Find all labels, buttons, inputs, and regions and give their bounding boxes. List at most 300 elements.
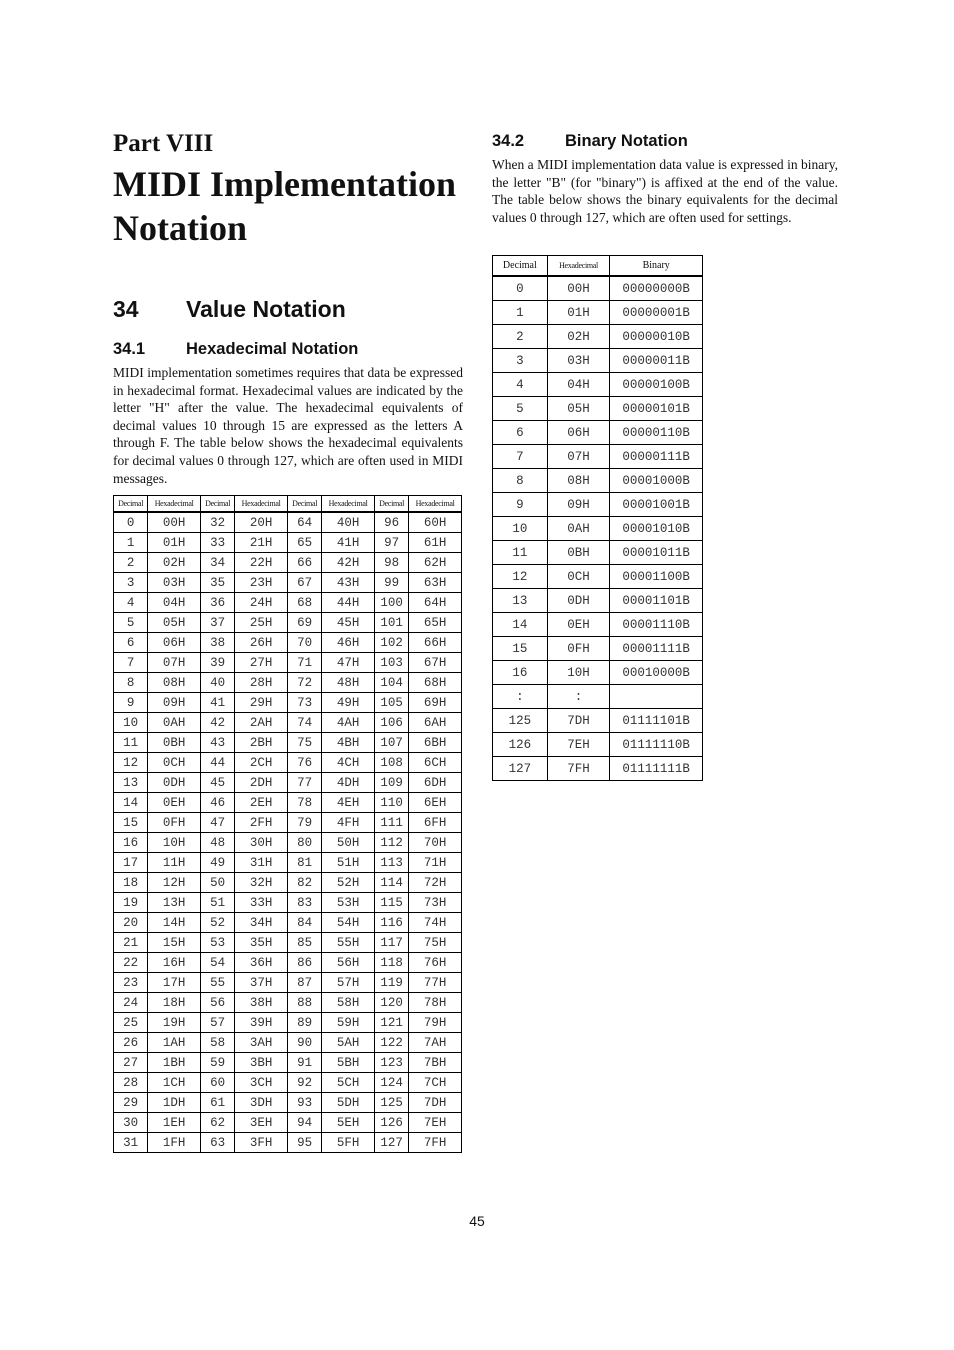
table-cell: 95 xyxy=(287,1133,321,1153)
table-cell: 4FH xyxy=(322,813,375,833)
table-cell: 2AH xyxy=(235,713,288,733)
table-cell: 35H xyxy=(235,933,288,953)
table-cell: 2BH xyxy=(235,733,288,753)
table-cell: 10H xyxy=(148,833,201,853)
table-cell: 120 xyxy=(374,993,408,1013)
table-cell: 13 xyxy=(493,589,548,613)
table-cell: 1 xyxy=(493,301,548,325)
table-cell: 0CH xyxy=(148,753,201,773)
table-cell: 31H xyxy=(235,853,288,873)
table-cell: 01111101B xyxy=(610,709,703,733)
table-cell: 100 xyxy=(374,593,408,613)
table-cell: 111 xyxy=(374,813,408,833)
table-cell: 3DH xyxy=(235,1093,288,1113)
table-cell: 121 xyxy=(374,1013,408,1033)
table-cell: 24 xyxy=(114,993,148,1013)
table-cell: 11 xyxy=(493,541,548,565)
table-cell: 13H xyxy=(148,893,201,913)
table-cell: 01111110B xyxy=(610,733,703,757)
table-cell: 15H xyxy=(148,933,201,953)
table-cell: 53 xyxy=(200,933,234,953)
table-cell: 52H xyxy=(322,873,375,893)
table-cell: 79H xyxy=(409,1013,462,1033)
table-cell: 89 xyxy=(287,1013,321,1033)
table-cell: 4AH xyxy=(322,713,375,733)
table-cell: 00000000B xyxy=(610,276,703,301)
table-row xyxy=(114,893,462,913)
table-cell: 7CH xyxy=(409,1073,462,1093)
table-cell: 12 xyxy=(493,565,548,589)
table-cell: 6AH xyxy=(409,713,462,733)
table-row xyxy=(493,349,703,373)
table-cell: 3 xyxy=(114,573,148,593)
header-cell: Hexadecimal xyxy=(547,256,610,277)
table-cell: 20H xyxy=(235,512,288,533)
table-cell: 22H xyxy=(235,553,288,573)
table-cell: 122 xyxy=(374,1033,408,1053)
table-cell: 97 xyxy=(374,533,408,553)
table-cell: 35 xyxy=(200,573,234,593)
table-cell: 28 xyxy=(114,1073,148,1093)
table-cell: 75H xyxy=(409,933,462,953)
table-cell: 5 xyxy=(493,397,548,421)
table-cell: 2FH xyxy=(235,813,288,833)
table-cell: 66 xyxy=(287,553,321,573)
table-cell: 7BH xyxy=(409,1053,462,1073)
table-cell: 7FH xyxy=(547,757,610,781)
table-cell: 10 xyxy=(114,713,148,733)
table-cell: 6 xyxy=(493,421,548,445)
table-cell: 113 xyxy=(374,853,408,873)
table-cell: 3CH xyxy=(235,1073,288,1093)
table-row xyxy=(114,1133,462,1153)
table-cell: 4EH xyxy=(322,793,375,813)
table-cell: 64H xyxy=(409,593,462,613)
subsection-number: 34.1 xyxy=(113,340,146,358)
table-cell: 68H xyxy=(409,673,462,693)
table-cell: 83 xyxy=(287,893,321,913)
table-cell: 27H xyxy=(235,653,288,673)
table-row xyxy=(114,633,462,653)
table-cell: 54H xyxy=(322,913,375,933)
table-cell: 101 xyxy=(374,613,408,633)
table-cell: 2EH xyxy=(235,793,288,813)
table-cell: 0CH xyxy=(547,565,610,589)
table-row xyxy=(114,1053,462,1073)
table-cell: 00001001B xyxy=(610,493,703,517)
table-cell: 78 xyxy=(287,793,321,813)
table-cell: 00H xyxy=(148,512,201,533)
table-cell: 72 xyxy=(287,673,321,693)
table-cell: 51 xyxy=(200,893,234,913)
table-cell: 30 xyxy=(114,1113,148,1133)
table-row xyxy=(114,793,462,813)
table-row xyxy=(493,565,703,589)
table-cell: 77 xyxy=(287,773,321,793)
table-cell: 2CH xyxy=(235,753,288,773)
table-cell: 32H xyxy=(235,873,288,893)
table-cell: 00000011B xyxy=(610,349,703,373)
table-cell: 116 xyxy=(374,913,408,933)
table-cell: 4 xyxy=(493,373,548,397)
table-row xyxy=(493,373,703,397)
table-cell: 67 xyxy=(287,573,321,593)
table-cell: 76H xyxy=(409,953,462,973)
table-cell: 124 xyxy=(374,1073,408,1093)
header-cell: Decimal xyxy=(200,496,234,513)
table-cell: 00000111B xyxy=(610,445,703,469)
table-row xyxy=(493,685,703,709)
table-cell: 26 xyxy=(114,1033,148,1053)
table-cell: 17 xyxy=(114,853,148,873)
table-cell: 126 xyxy=(374,1113,408,1133)
table-cell xyxy=(610,685,703,709)
table-cell: 74H xyxy=(409,913,462,933)
table-cell: 39H xyxy=(235,1013,288,1033)
table-cell: 4CH xyxy=(322,753,375,773)
table-cell: 7 xyxy=(114,653,148,673)
table-cell: 59 xyxy=(200,1053,234,1073)
table-cell: 109 xyxy=(374,773,408,793)
table-cell: 7 xyxy=(493,445,548,469)
table-row xyxy=(114,973,462,993)
table-cell: : xyxy=(547,685,610,709)
table-cell: 93 xyxy=(287,1093,321,1113)
table-cell: 29H xyxy=(235,693,288,713)
table-cell: 105 xyxy=(374,693,408,713)
table-cell: 47H xyxy=(322,653,375,673)
table-row xyxy=(114,733,462,753)
table-row xyxy=(114,1113,462,1133)
table-cell: 56H xyxy=(322,953,375,973)
table-cell: 67H xyxy=(409,653,462,673)
table-row xyxy=(114,553,462,573)
table-cell: 5EH xyxy=(322,1113,375,1133)
table-cell: 79 xyxy=(287,813,321,833)
header-cell: Hexadecimal xyxy=(409,496,462,513)
table-cell: 126 xyxy=(493,733,548,757)
table-cell: 43H xyxy=(322,573,375,593)
table-cell: 46H xyxy=(322,633,375,653)
right-column xyxy=(492,130,838,226)
table-cell: 01H xyxy=(547,301,610,325)
table-cell: 55H xyxy=(322,933,375,953)
table-cell: 74 xyxy=(287,713,321,733)
table-cell: 65H xyxy=(409,613,462,633)
table-cell: 96 xyxy=(374,512,408,533)
table-cell: 12H xyxy=(148,873,201,893)
table-cell: 5DH xyxy=(322,1093,375,1113)
table-cell: : xyxy=(493,685,548,709)
table-cell: 00001000B xyxy=(610,469,703,493)
table-cell: 61H xyxy=(409,533,462,553)
table-cell: 52 xyxy=(200,913,234,933)
table-cell: 17H xyxy=(148,973,201,993)
table-cell: 02H xyxy=(547,325,610,349)
table-cell: 91 xyxy=(287,1053,321,1073)
table-cell: 6CH xyxy=(409,753,462,773)
table-cell: 04H xyxy=(148,593,201,613)
subsection-number: 34.2 xyxy=(492,132,525,150)
table-cell: 0AH xyxy=(547,517,610,541)
table-cell: 115 xyxy=(374,893,408,913)
table-row xyxy=(493,613,703,637)
table-cell: 73H xyxy=(409,893,462,913)
table-cell: 31 xyxy=(114,1133,148,1153)
table-cell: 00001101B xyxy=(610,589,703,613)
table-cell: 0EH xyxy=(547,613,610,637)
table-cell: 49 xyxy=(200,853,234,873)
table-cell: 14 xyxy=(493,613,548,637)
table-cell: 1CH xyxy=(148,1073,201,1093)
table-cell: 106 xyxy=(374,713,408,733)
table-cell: 5 xyxy=(114,613,148,633)
table-row xyxy=(493,733,703,757)
table-cell: 00H xyxy=(547,276,610,301)
table-cell: 14H xyxy=(148,913,201,933)
table-cell: 15 xyxy=(114,813,148,833)
table-cell: 45 xyxy=(200,773,234,793)
binary-table xyxy=(492,255,703,781)
table-cell: 99 xyxy=(374,573,408,593)
table-cell: 01H xyxy=(148,533,201,553)
table-cell: 3AH xyxy=(235,1033,288,1053)
table-cell: 11H xyxy=(148,853,201,873)
table-cell: 1AH xyxy=(148,1033,201,1053)
table-cell: 81 xyxy=(287,853,321,873)
table-cell: 125 xyxy=(374,1093,408,1113)
table-cell: 69 xyxy=(287,613,321,633)
table-row xyxy=(493,589,703,613)
table-cell: 92 xyxy=(287,1073,321,1093)
header-cell: Hexadecimal xyxy=(148,496,201,513)
table-cell: 7FH xyxy=(409,1133,462,1153)
table-cell: 68 xyxy=(287,593,321,613)
section-title: Value Notation xyxy=(186,296,346,322)
hex-table-body xyxy=(114,512,462,1153)
table-cell: 6EH xyxy=(409,793,462,813)
table-row xyxy=(114,953,462,973)
table-row xyxy=(493,325,703,349)
table-cell: 72H xyxy=(409,873,462,893)
table-cell: 1 xyxy=(114,533,148,553)
table-row xyxy=(114,713,462,733)
table-cell: 0BH xyxy=(148,733,201,753)
subsection-title: Hexadecimal Notation xyxy=(186,340,359,358)
table-cell: 1BH xyxy=(148,1053,201,1073)
table-cell: 65 xyxy=(287,533,321,553)
table-cell: 40 xyxy=(200,673,234,693)
table-cell: 66H xyxy=(409,633,462,653)
table-cell: 69H xyxy=(409,693,462,713)
header-cell: Hexadecimal xyxy=(322,496,375,513)
table-cell: 114 xyxy=(374,873,408,893)
table-cell: 7AH xyxy=(409,1033,462,1053)
header-cell: Decimal xyxy=(287,496,321,513)
left-column xyxy=(113,128,463,487)
table-cell: 6FH xyxy=(409,813,462,833)
table-cell: 09H xyxy=(148,693,201,713)
table-cell: 87 xyxy=(287,973,321,993)
table-cell: 07H xyxy=(547,445,610,469)
subsection-heading-bin xyxy=(492,130,838,152)
table-cell: 34 xyxy=(200,553,234,573)
table-cell: 10 xyxy=(493,517,548,541)
table-cell: 00010000B xyxy=(610,661,703,685)
table-cell: 53H xyxy=(322,893,375,913)
table-row xyxy=(493,709,703,733)
table-cell: 00001111B xyxy=(610,637,703,661)
table-cell: 27 xyxy=(114,1053,148,1073)
table-cell: 3EH xyxy=(235,1113,288,1133)
table-cell: 51H xyxy=(322,853,375,873)
table-row xyxy=(114,512,462,533)
table-cell: 9 xyxy=(493,493,548,517)
section-heading xyxy=(113,294,463,324)
table-cell: 21 xyxy=(114,933,148,953)
hex-paragraph: MIDI implementation sometimes requires that data be expressed in hexadecimal format. Hexadecimal values are indicated by the letter "H" after the value. The hexadecimal equivalents of decimal values 10 through 15 are expressed as the letters A through F. The table below shows the hexadecimal equivalents for decimal values 0 through 127, which are often used in MIDI messages. xyxy=(113,365,463,486)
header-cell: Decimal xyxy=(493,256,548,277)
table-cell: 00000100B xyxy=(610,373,703,397)
hex-table xyxy=(113,495,462,1153)
table-row xyxy=(114,533,462,553)
table-cell: 41H xyxy=(322,533,375,553)
table-cell: 127 xyxy=(374,1133,408,1153)
table-row xyxy=(493,517,703,541)
table-row xyxy=(493,421,703,445)
table-cell: 0FH xyxy=(148,813,201,833)
table-cell: 9 xyxy=(114,693,148,713)
table-cell: 64 xyxy=(287,512,321,533)
table-cell: 19H xyxy=(148,1013,201,1033)
table-cell: 103 xyxy=(374,653,408,673)
table-cell: 71H xyxy=(409,853,462,873)
table-row xyxy=(493,493,703,517)
table-cell: 21H xyxy=(235,533,288,553)
table-cell: 88 xyxy=(287,993,321,1013)
table-cell: 71 xyxy=(287,653,321,673)
table-row xyxy=(493,469,703,493)
table-cell: 37 xyxy=(200,613,234,633)
table-cell: 46 xyxy=(200,793,234,813)
table-cell: 00000101B xyxy=(610,397,703,421)
table-cell: 82 xyxy=(287,873,321,893)
table-cell: 59H xyxy=(322,1013,375,1033)
table-cell: 7DH xyxy=(547,709,610,733)
table-cell: 38 xyxy=(200,633,234,653)
table-cell: 2DH xyxy=(235,773,288,793)
table-cell: 0AH xyxy=(148,713,201,733)
table-cell: 108 xyxy=(374,753,408,773)
table-cell: 102 xyxy=(374,633,408,653)
table-cell: 00000001B xyxy=(610,301,703,325)
table-row xyxy=(114,693,462,713)
table-row xyxy=(114,873,462,893)
table-cell: 09H xyxy=(547,493,610,517)
table-cell: 50H xyxy=(322,833,375,853)
table-cell: 39 xyxy=(200,653,234,673)
table-cell: 8 xyxy=(114,673,148,693)
table-cell: 56 xyxy=(200,993,234,1013)
table-row xyxy=(114,993,462,1013)
table-row xyxy=(114,673,462,693)
table-row xyxy=(114,653,462,673)
table-cell: 08H xyxy=(148,673,201,693)
table-row xyxy=(493,301,703,325)
table-cell: 00001011B xyxy=(610,541,703,565)
table-cell: 07H xyxy=(148,653,201,673)
table-cell: 55 xyxy=(200,973,234,993)
table-cell: 40H xyxy=(322,512,375,533)
table-cell: 13 xyxy=(114,773,148,793)
table-cell: 3FH xyxy=(235,1133,288,1153)
part-label: Part VIII xyxy=(113,130,214,157)
table-cell: 0BH xyxy=(547,541,610,565)
table-cell: 26H xyxy=(235,633,288,653)
table-row xyxy=(114,853,462,873)
table-cell: 70 xyxy=(287,633,321,653)
header-cell: Binary xyxy=(610,256,703,277)
table-cell: 7DH xyxy=(409,1093,462,1113)
table-cell: 04H xyxy=(547,373,610,397)
table-row xyxy=(114,593,462,613)
table-row xyxy=(493,757,703,781)
table-cell: 110 xyxy=(374,793,408,813)
table-row xyxy=(114,913,462,933)
table-cell: 62 xyxy=(200,1113,234,1133)
table-cell: 58 xyxy=(200,1033,234,1053)
table-cell: 34H xyxy=(235,913,288,933)
table-cell: 28H xyxy=(235,673,288,693)
table-cell: 73 xyxy=(287,693,321,713)
table-cell: 127 xyxy=(493,757,548,781)
table-cell: 4 xyxy=(114,593,148,613)
table-cell: 08H xyxy=(547,469,610,493)
table-cell: 7EH xyxy=(409,1113,462,1133)
table-cell: 107 xyxy=(374,733,408,753)
table-cell: 25 xyxy=(114,1013,148,1033)
hex-table-header xyxy=(114,496,462,513)
table-cell: 11 xyxy=(114,733,148,753)
table-cell: 42 xyxy=(200,713,234,733)
table-cell: 60H xyxy=(409,512,462,533)
table-cell: 23 xyxy=(114,973,148,993)
table-cell: 61 xyxy=(200,1093,234,1113)
table-cell: 90 xyxy=(287,1033,321,1053)
bin-paragraph: When a MIDI implementation data value is expressed in binary, the letter "B" (for "binary") is affixed at the end of the value. The table below shows the binary equivalents for the decimal values 0 through 127, which are often used for settings. xyxy=(492,157,838,225)
table-cell: 123 xyxy=(374,1053,408,1073)
table-cell: 15 xyxy=(493,637,548,661)
table-cell: 36 xyxy=(200,593,234,613)
table-cell: 5AH xyxy=(322,1033,375,1053)
table-cell: 47 xyxy=(200,813,234,833)
table-cell: 25H xyxy=(235,613,288,633)
subsection-title: Binary Notation xyxy=(565,132,688,150)
table-cell: 5FH xyxy=(322,1133,375,1153)
table-cell: 118 xyxy=(374,953,408,973)
table-cell: 60 xyxy=(200,1073,234,1093)
table-row xyxy=(114,773,462,793)
table-cell: 63 xyxy=(200,1133,234,1153)
table-cell: 00001110B xyxy=(610,613,703,637)
table-cell: 0FH xyxy=(547,637,610,661)
table-cell: 16 xyxy=(114,833,148,853)
table-cell: 06H xyxy=(547,421,610,445)
table-cell: 76 xyxy=(287,753,321,773)
table-cell: 104 xyxy=(374,673,408,693)
table-cell: 3BH xyxy=(235,1053,288,1073)
table-row xyxy=(114,1093,462,1113)
